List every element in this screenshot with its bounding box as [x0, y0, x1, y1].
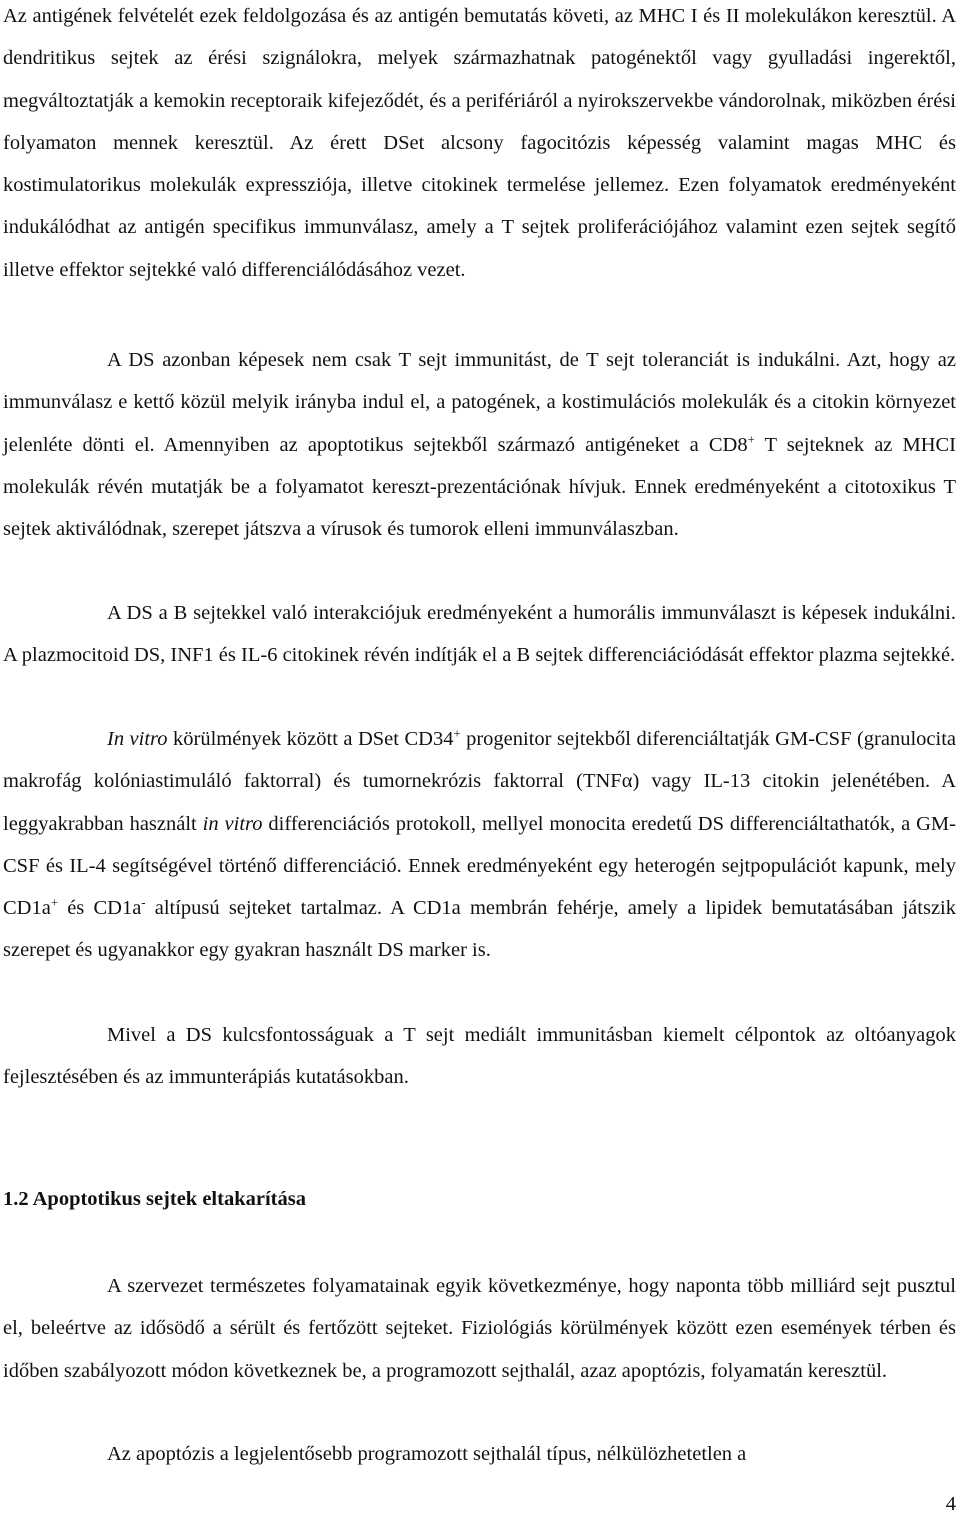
- paragraph-text: körülmények között a DSet CD34: [167, 728, 454, 750]
- paragraph-in-vitro: [3, 718, 956, 972]
- paragraph-text: A DS azonban képesek nem csak T sejt immunitást, de T sejt toleranciát is indukálni. Azt, hogy az immunválasz e kettő közül melyik irányba indul el, a patogének, a kostimulációs molekulák és a citokin környezet jelenléte dönti el. Amennyiben az apoptotikus sejtekből származó antigéneket a CD8: [3, 349, 956, 456]
- paragraph-vaccine-targets: [3, 1014, 956, 1099]
- italic-text: in vitro: [202, 812, 263, 835]
- paragraph-humoral-response: [3, 592, 956, 677]
- paragraph-text: A szervezet természetes folyamatainak egyik következménye, hogy naponta több milliárd sejt pusztul el, beleértve az idősödő a sérült és fertőzött sejteket. Fiziológiás körülmények között ezen események térben és időben szabályozott módon következnek be, a programozott sejthalál, azaz apoptózis, folyamatán keresztül.: [3, 1275, 956, 1382]
- paragraph-text: progenitor sejtekből diferenciáltatják GM-CSF (granulocita makrofág kolóniastimuláló faktorral) és tumornekrózis faktorral (TNFα) vagy IL-13 citokin jelenétében. A leggyakrabban használt: [3, 728, 957, 835]
- paragraph-tolerance: [3, 339, 956, 550]
- superscript: -: [141, 895, 146, 910]
- paragraph-antigen-presentation: [3, 0, 956, 291]
- page-number: 4: [945, 1493, 956, 1515]
- italic-text: In vitro: [107, 728, 168, 750]
- superscript: +: [50, 895, 58, 910]
- paragraph-text: Az antigének felvételét ezek feldolgozása és az antigén bemutatás követi, az MHC I és II molekulákon keresztül. A dendritikus sejtek az érési szignálokra, melyek származhatnak patogénektől vagy gyulladási ingerektől, megváltoztatják a kemokin receptoraik kifejeződét, és a perifériáról a nyirokszervekbe vándorolnak, miközben érési folyamaton mennek keresztül. Az érett DSet alcsony fagocitózis képesség valamint magas MHC és kostimulatorikus molekulák expressziója, illetve citokinek termelése jellemez. Ezen folyamatok eredményeként indukálódhat az antigén specifikus immunválasz, amely a T sejtek proliferációjához valamint ezen sejtek segítő illetve effektor sejtekké való differenciálódásához vezet.: [3, 5, 956, 281]
- paragraph-text: Mivel a DS kulcsfontosságuak a T sejt mediált immunitásban kiemelt célpontok az oltóanyagok fejlesztésében és az immunterápiás kutatásokban.: [3, 1024, 956, 1089]
- paragraph-apoptosis-type: [3, 1433, 956, 1475]
- paragraph-text: altípusú sejteket tartalmaz. A CD1a membrán fehérje, amely a lipidek bemutatásában játszik szerepet és ugyanakkor egy gyakran használt DS marker is.: [3, 897, 957, 962]
- superscript: +: [747, 431, 755, 446]
- paragraph-text: T sejteknek az MHCI molekulák révén mutatják be a folyamatot kereszt-prezentációnak hívjuk. Ennek eredményeként a citotoxikus T sejtek aktiválódnak, szerepet játszva a vírusok és tumorok elleni immunválaszban.: [3, 433, 956, 541]
- paragraph-text: A DS a B sejtekkel való interakciójuk eredményeként a humorális immunválaszt is képesek indukálni. A plazmocitoid DS, INF1 és IL-6 citokinek révén indítják el a B sejtek differenciációdását effektor plazma sejtekké.: [3, 602, 956, 667]
- superscript: +: [453, 726, 461, 741]
- section-heading: 1.2 Apoptotikus sejtek eltakarítása: [3, 1188, 306, 1210]
- paragraph-text: és CD1a: [58, 897, 142, 920]
- paragraph-text: Az apoptózis a legjelentősebb programozott sejthalál típus, nélkülözhetetlen a: [107, 1443, 747, 1465]
- paragraph-apoptosis-intro: [3, 1265, 956, 1392]
- paragraph-text: differenciációs protokoll, mellyel monocita eredetű DS differenciáltathatók, a GM-CSF és IL-4 segítségével történő differenciáció. Ennek eredményeként egy heterogén sejtpopulációt kapunk, mely CD1a: [3, 812, 956, 920]
